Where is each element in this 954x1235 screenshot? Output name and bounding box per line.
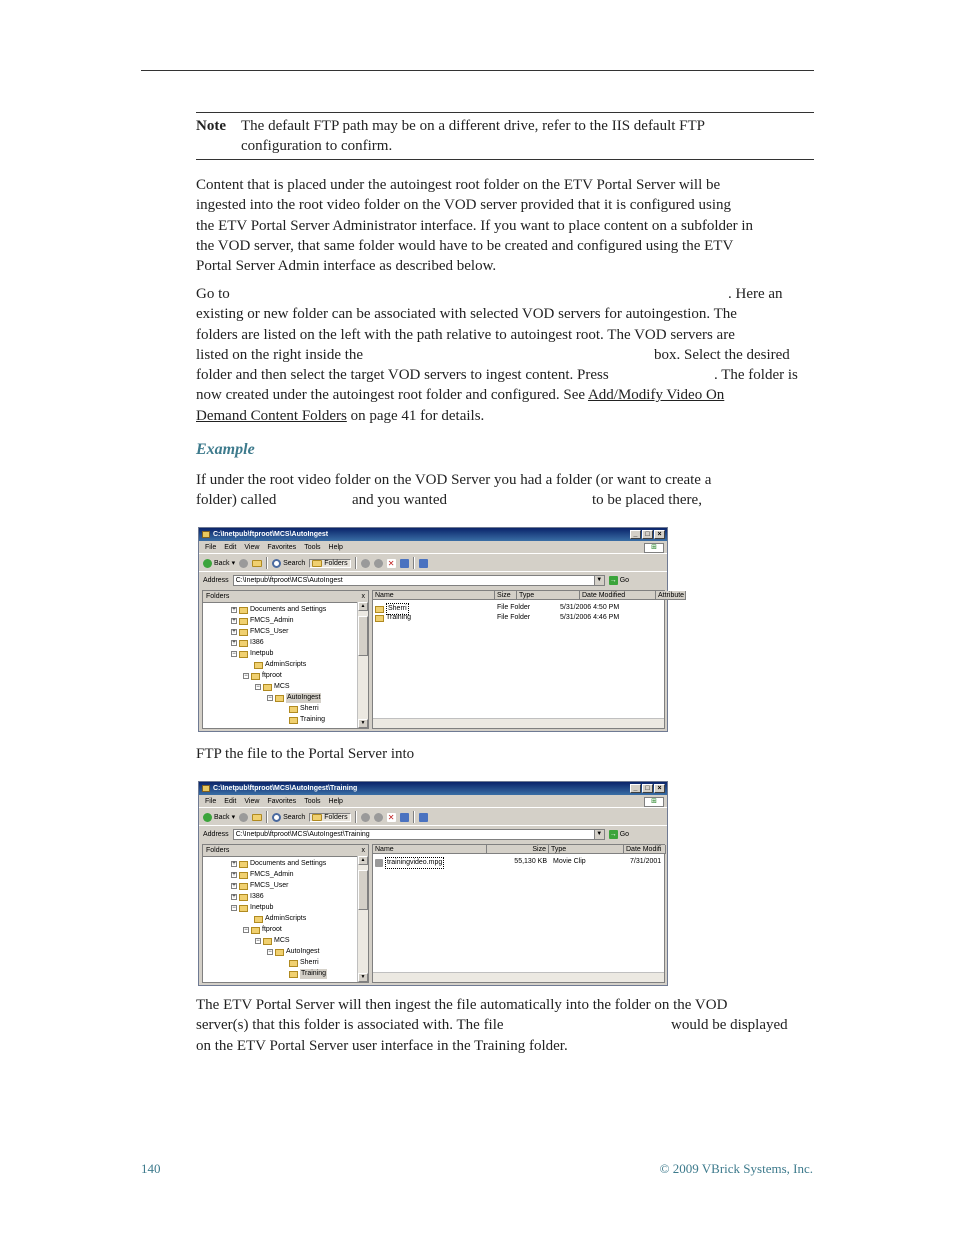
column-header-date[interactable]: Date Modified: [580, 591, 656, 600]
vertical-scrollbar[interactable]: [357, 856, 368, 982]
para4-would-display: would be displayed: [671, 1017, 788, 1034]
menu-tools[interactable]: Tools: [304, 798, 321, 805]
expand-icon[interactable]: +: [232, 861, 236, 867]
row-date: 5/31/2006 4:46 PM: [560, 614, 620, 621]
folders-label: Folders: [324, 559, 348, 567]
collapse-icon[interactable]: −: [244, 927, 248, 933]
maximize-button[interactable]: □: [642, 784, 653, 793]
window-titlebar: [199, 782, 667, 795]
scroll-thumb[interactable]: [358, 870, 368, 910]
folder-icon: [239, 629, 248, 636]
file-list-pane: [372, 590, 685, 729]
tree-item[interactable]: [243, 671, 282, 681]
folder-icon: [239, 651, 248, 658]
maximize-button[interactable]: □: [642, 530, 653, 539]
go-label: Go: [619, 576, 630, 584]
go-arrow-icon: →: [609, 576, 617, 584]
menu-edit[interactable]: Edit: [224, 798, 237, 805]
tree-item[interactable]: [231, 605, 326, 615]
toolbar-separator: [413, 811, 415, 823]
window-title: C:\Inetpub\ftproot\MCS\AutoIngest\Training: [213, 785, 358, 792]
note-top-rule: [196, 112, 814, 113]
scroll-up-icon[interactable]: ▲: [358, 856, 368, 865]
tree-item[interactable]: [289, 715, 325, 725]
column-header-name[interactable]: Name: [373, 591, 495, 600]
tree-item[interactable]: [231, 870, 294, 880]
address-value: C:\Inetpub\ftproot\MCS\AutoIngest: [235, 576, 343, 584]
tree-item[interactable]: [267, 947, 319, 957]
folder-icon: [239, 883, 248, 890]
folder-icon: [275, 949, 284, 956]
expand-icon[interactable]: +: [232, 618, 236, 624]
menu-view[interactable]: View: [244, 798, 260, 805]
para1-line: ingested into the root video folder on the VOD server provided that it is configured using: [196, 197, 732, 214]
menu-bar: [199, 796, 667, 808]
folder-icon: [239, 618, 248, 625]
folder-icon: [289, 971, 298, 978]
tree-item[interactable]: [289, 704, 319, 714]
menu-file[interactable]: File: [205, 544, 217, 551]
row-type: Movie Clip: [553, 858, 586, 865]
expand-icon[interactable]: +: [232, 872, 236, 878]
column-header-date[interactable]: Date Modifi: [624, 845, 666, 854]
tree-item[interactable]: [231, 649, 273, 659]
para4-line: on the ETV Portal Server user interface in the Training folder.: [196, 1037, 568, 1054]
expand-icon[interactable]: +: [232, 883, 236, 889]
folder-icon: [375, 615, 384, 622]
tree-label: I386: [250, 639, 264, 646]
dropdown-arrow-icon[interactable]: ▼: [594, 830, 604, 839]
minimize-button[interactable]: _: [630, 784, 641, 793]
windows-logo-icon: ⊞: [644, 797, 664, 807]
search-label: Search: [283, 813, 306, 821]
folders-pane-title: Folders: [206, 847, 230, 854]
folders-icon: [312, 814, 322, 821]
explorer-window-autoingest: [198, 527, 685, 732]
horizontal-scrollbar[interactable]: [373, 972, 664, 982]
tree-label-selected: AutoIngest: [287, 694, 321, 701]
tree-label: AutoIngest: [286, 948, 320, 955]
column-header-type[interactable]: Type: [549, 845, 624, 854]
folders-button[interactable]: [309, 813, 350, 822]
toolbar-separator: [266, 811, 268, 823]
folder-icon: [251, 673, 260, 680]
collapse-icon[interactable]: −: [244, 673, 248, 679]
dropdown-arrow-icon[interactable]: ▼: [594, 576, 604, 585]
tree-label: Inetpub: [250, 904, 274, 911]
toolbar-separator: [266, 557, 268, 569]
table-row[interactable]: [373, 613, 664, 623]
menu-favorites[interactable]: Favorites: [267, 798, 297, 805]
para2-folder-is: . The folder is: [714, 367, 798, 384]
tree-label: AdminScripts: [265, 915, 307, 922]
tree-label: Inetpub: [250, 650, 274, 657]
folders-pane: [202, 844, 369, 983]
address-label: Address: [203, 830, 229, 838]
go-arrow-icon: →: [609, 830, 617, 838]
folder-icon: [239, 905, 248, 912]
row-type: File Folder: [497, 604, 531, 611]
row-date: 5/31/2006 4:50 PM: [560, 604, 620, 611]
menu-edit[interactable]: Edit: [224, 544, 237, 551]
para2-line: folders are listed on the left with the path relative to autoingest root. The VOD servers are: [196, 326, 735, 343]
up-folder-icon[interactable]: [252, 814, 262, 821]
row-name: Training: [386, 614, 412, 621]
tree-label: Documents and Settings: [250, 860, 327, 867]
toolbar-separator: [413, 557, 415, 569]
menu-bar: [199, 542, 667, 554]
forward-arrow-icon[interactable]: [239, 813, 248, 822]
note-line-1: The default FTP path may be on a different drive, refer to the IIS default FTP: [241, 118, 706, 134]
go-button[interactable]: [609, 576, 629, 585]
views-icon[interactable]: [419, 559, 428, 568]
folder-icon: [263, 684, 272, 691]
column-header-attribute[interactable]: Attribute: [658, 592, 685, 599]
folders-pane: [202, 590, 369, 729]
close-button[interactable]: ×: [654, 784, 665, 793]
paragraph-ingest-result: [196, 995, 812, 1056]
menu-help[interactable]: Help: [328, 798, 343, 805]
tree-label: Sherri: [300, 959, 319, 966]
folders-pane-title: Folders: [206, 593, 230, 600]
tree-item[interactable]: [231, 881, 289, 891]
back-label: Back: [214, 559, 230, 567]
copy-to-icon[interactable]: [374, 813, 383, 822]
para1-line: the ETV Portal Server Administrator interface. If you want to place content on a subfolder in: [196, 217, 754, 234]
para2-go-to: Go to: [196, 286, 230, 302]
tree-item[interactable]: [267, 693, 321, 703]
close-button[interactable]: ×: [654, 530, 665, 539]
back-arrow-icon: [203, 559, 212, 568]
back-button[interactable]: Back ▾: [203, 559, 235, 568]
para2-box-select: box. Select the desired: [654, 346, 790, 363]
toolbar-separator: [355, 557, 357, 569]
menu-tools[interactable]: Tools: [304, 544, 321, 551]
paragraph-go-to: [196, 284, 812, 426]
note-text: [241, 116, 813, 156]
folder-icon: [202, 785, 210, 792]
collapse-icon[interactable]: −: [232, 651, 236, 657]
toolbar: [199, 809, 667, 826]
horizontal-scrollbar[interactable]: [373, 718, 664, 728]
tree-item[interactable]: [255, 682, 290, 692]
windows-logo-icon: ⊞: [644, 543, 664, 553]
tree-label: ftproot: [262, 672, 282, 679]
tree-label: FMCS_Admin: [250, 871, 294, 878]
column-header-name[interactable]: Name: [373, 845, 487, 854]
header-rule: [141, 70, 814, 71]
row-date: 7/31/2001: [630, 858, 662, 865]
address-value: C:\Inetpub\ftproot\MCS\AutoIngest\Training: [235, 830, 370, 838]
address-bar: [199, 573, 667, 587]
tree-label: Sherri: [300, 705, 319, 712]
paragraph-autoingest-intro: [196, 175, 812, 276]
expand-icon[interactable]: +: [232, 894, 236, 900]
explorer-window-training: [198, 781, 668, 986]
scroll-thumb[interactable]: [358, 616, 368, 656]
tree-item[interactable]: [231, 892, 264, 902]
para2-page-ref: on page 41 for details.: [346, 407, 485, 424]
folders-button[interactable]: [309, 559, 350, 568]
up-folder-icon[interactable]: [252, 560, 262, 567]
table-row[interactable]: [373, 603, 664, 613]
tree-item[interactable]: [254, 660, 306, 670]
window-title: C:\Inetpub\ftproot\MCS\AutoIngest: [213, 531, 329, 538]
go-label: Go: [619, 830, 630, 838]
go-button[interactable]: [609, 830, 629, 839]
para3-and-you-wanted: and you wanted: [352, 492, 447, 509]
file-list-pane: [372, 844, 665, 983]
tree-label: Training: [300, 716, 326, 723]
note-label: Note: [196, 118, 226, 134]
folder-icon: [275, 695, 284, 702]
close-pane-icon[interactable]: x: [361, 593, 365, 600]
collapse-icon[interactable]: −: [232, 905, 236, 911]
tree-label: FMCS_User: [250, 882, 289, 889]
folder-icon: [239, 607, 248, 614]
folder-icon: [202, 531, 210, 538]
delete-icon[interactable]: ✕: [387, 812, 395, 822]
para4-line: The ETV Portal Server will then ingest the file automatically into the folder on the VOD: [196, 997, 728, 1013]
tree-label: FMCS_Admin: [250, 617, 294, 624]
folders-pane-header: [203, 591, 368, 603]
collapse-icon[interactable]: −: [256, 684, 260, 690]
tree-item[interactable]: [243, 925, 282, 935]
para3-placed-there: to be placed there,: [592, 492, 702, 509]
column-header-size[interactable]: Size: [487, 845, 549, 854]
undo-icon[interactable]: [400, 559, 409, 568]
para1-line: Content that is placed under the autoingest root folder on the ETV Portal Server will be: [196, 177, 721, 193]
search-icon: [272, 559, 281, 568]
menu-view[interactable]: View: [244, 544, 260, 551]
collapse-icon[interactable]: −: [268, 949, 272, 955]
move-to-icon[interactable]: [361, 813, 370, 822]
window-titlebar: [199, 528, 667, 541]
para1-line: the VOD server, that same folder would have to be created and configured using the ETV: [196, 237, 734, 254]
para2-line: existing or new folder can be associated with selected VOD servers for autoingestion. The: [196, 306, 737, 323]
table-row[interactable]: [373, 857, 664, 867]
forward-arrow-icon[interactable]: [239, 559, 248, 568]
expand-icon[interactable]: +: [232, 607, 236, 613]
para2-folder-then: folder and then select the target VOD servers to ingest content. Press: [196, 367, 609, 384]
menu-help[interactable]: Help: [328, 544, 343, 551]
para4-server-assoc: server(s) that this folder is associated with. The file: [196, 1017, 504, 1034]
tree-label: Documents and Settings: [250, 606, 327, 613]
tree-item[interactable]: [231, 616, 294, 626]
note-block: [196, 116, 226, 136]
page-number: 140: [141, 1161, 161, 1176]
folder-icon: [254, 662, 263, 669]
tree-item[interactable]: [231, 627, 289, 637]
menu-file[interactable]: File: [205, 798, 217, 805]
folder-icon: [239, 640, 248, 647]
folder-icon: [239, 894, 248, 901]
collapse-icon[interactable]: −: [268, 695, 272, 701]
folder-icon: [289, 706, 298, 713]
tree-item[interactable]: [289, 958, 319, 968]
para2-listed-on-right: listed on the right inside the: [196, 346, 364, 363]
delete-icon[interactable]: ✕: [387, 558, 395, 568]
search-button[interactable]: [272, 559, 305, 568]
address-bar: [199, 827, 667, 841]
demand-content-folders-link[interactable]: Demand Content Folders: [196, 407, 347, 424]
back-button[interactable]: Back ▾: [203, 813, 235, 822]
menu-favorites[interactable]: Favorites: [267, 544, 297, 551]
row-type: File Folder: [497, 614, 531, 621]
tree-item[interactable]: [289, 969, 327, 979]
tree-label: FMCS_User: [250, 628, 289, 635]
tree-item[interactable]: [231, 638, 264, 648]
paragraph-ftp: [196, 744, 812, 764]
example-heading: Example: [196, 441, 255, 458]
row-size: 55,130 KB: [514, 858, 547, 865]
folder-icon: [254, 916, 263, 923]
folder-icon: [263, 938, 272, 945]
add-modify-vod-link[interactable]: Add/Modify Video On: [587, 387, 725, 404]
folder-icon: [239, 872, 248, 879]
tree-label: AdminScripts: [265, 661, 307, 668]
address-label: Address: [203, 576, 229, 584]
ftp-line: FTP the file to the Portal Server into: [196, 746, 415, 762]
collapse-icon[interactable]: −: [256, 938, 260, 944]
paragraph-example: [196, 470, 812, 511]
close-pane-icon[interactable]: x: [361, 847, 365, 854]
search-label: Search: [283, 559, 306, 567]
copy-to-icon[interactable]: [374, 559, 383, 568]
tree-item[interactable]: [231, 859, 326, 869]
back-label: Back: [214, 813, 230, 821]
column-header-size[interactable]: Size: [495, 591, 517, 600]
scroll-up-icon[interactable]: ▲: [358, 602, 368, 611]
para3-line: If under the root video folder on the VOD Server you had a folder (or want to create a: [196, 472, 712, 488]
search-icon: [272, 813, 281, 822]
scroll-down-icon[interactable]: ▼: [358, 719, 368, 728]
note-line-2: configuration to confirm.: [241, 138, 393, 154]
undo-icon[interactable]: [400, 813, 409, 822]
minimize-button[interactable]: _: [630, 530, 641, 539]
note-bottom-rule: [196, 159, 814, 160]
tree-item[interactable]: [254, 914, 306, 924]
tree-label-selected: Training: [301, 970, 327, 977]
move-to-icon[interactable]: [361, 559, 370, 568]
folder-icon: [251, 927, 260, 934]
para3-folder-called: folder) called: [196, 492, 277, 509]
para2-now-created: now created under the autoingest root folder and configured. See: [196, 387, 588, 404]
para2-here-an: . Here an: [728, 286, 783, 302]
views-icon[interactable]: [419, 813, 428, 822]
tree-label: MCS: [274, 683, 290, 690]
folder-icon: [289, 960, 298, 967]
address-field[interactable]: [233, 829, 605, 840]
tree-item[interactable]: [255, 936, 290, 946]
folders-pane-header: [203, 845, 368, 857]
row-name: Sherri: [386, 603, 409, 615]
folders-label: Folders: [324, 813, 348, 821]
para1-line: Portal Server Admin interface as described below.: [196, 258, 497, 275]
expand-icon[interactable]: +: [232, 640, 236, 646]
row-name: trainingvideo.mpg: [385, 857, 444, 869]
vertical-scrollbar[interactable]: [357, 602, 368, 728]
folder-icon: [239, 861, 248, 868]
back-arrow-icon: [203, 813, 212, 822]
address-field[interactable]: [233, 575, 605, 586]
toolbar-separator: [355, 811, 357, 823]
folders-icon: [312, 560, 322, 567]
folder-icon: [375, 606, 384, 613]
column-header-type[interactable]: Type: [517, 591, 580, 600]
tree-label: MCS: [274, 937, 290, 944]
expand-icon[interactable]: +: [232, 629, 236, 635]
scroll-down-icon[interactable]: ▼: [358, 973, 368, 982]
copyright: © 2009 VBrick Systems, Inc.: [659, 1161, 813, 1176]
folder-icon: [289, 717, 298, 724]
movie-file-icon: [375, 859, 383, 867]
tree-label: I386: [250, 893, 264, 900]
tree-item[interactable]: [231, 903, 273, 913]
search-button[interactable]: [272, 813, 305, 822]
tree-label: ftproot: [262, 926, 282, 933]
toolbar: [199, 555, 667, 572]
